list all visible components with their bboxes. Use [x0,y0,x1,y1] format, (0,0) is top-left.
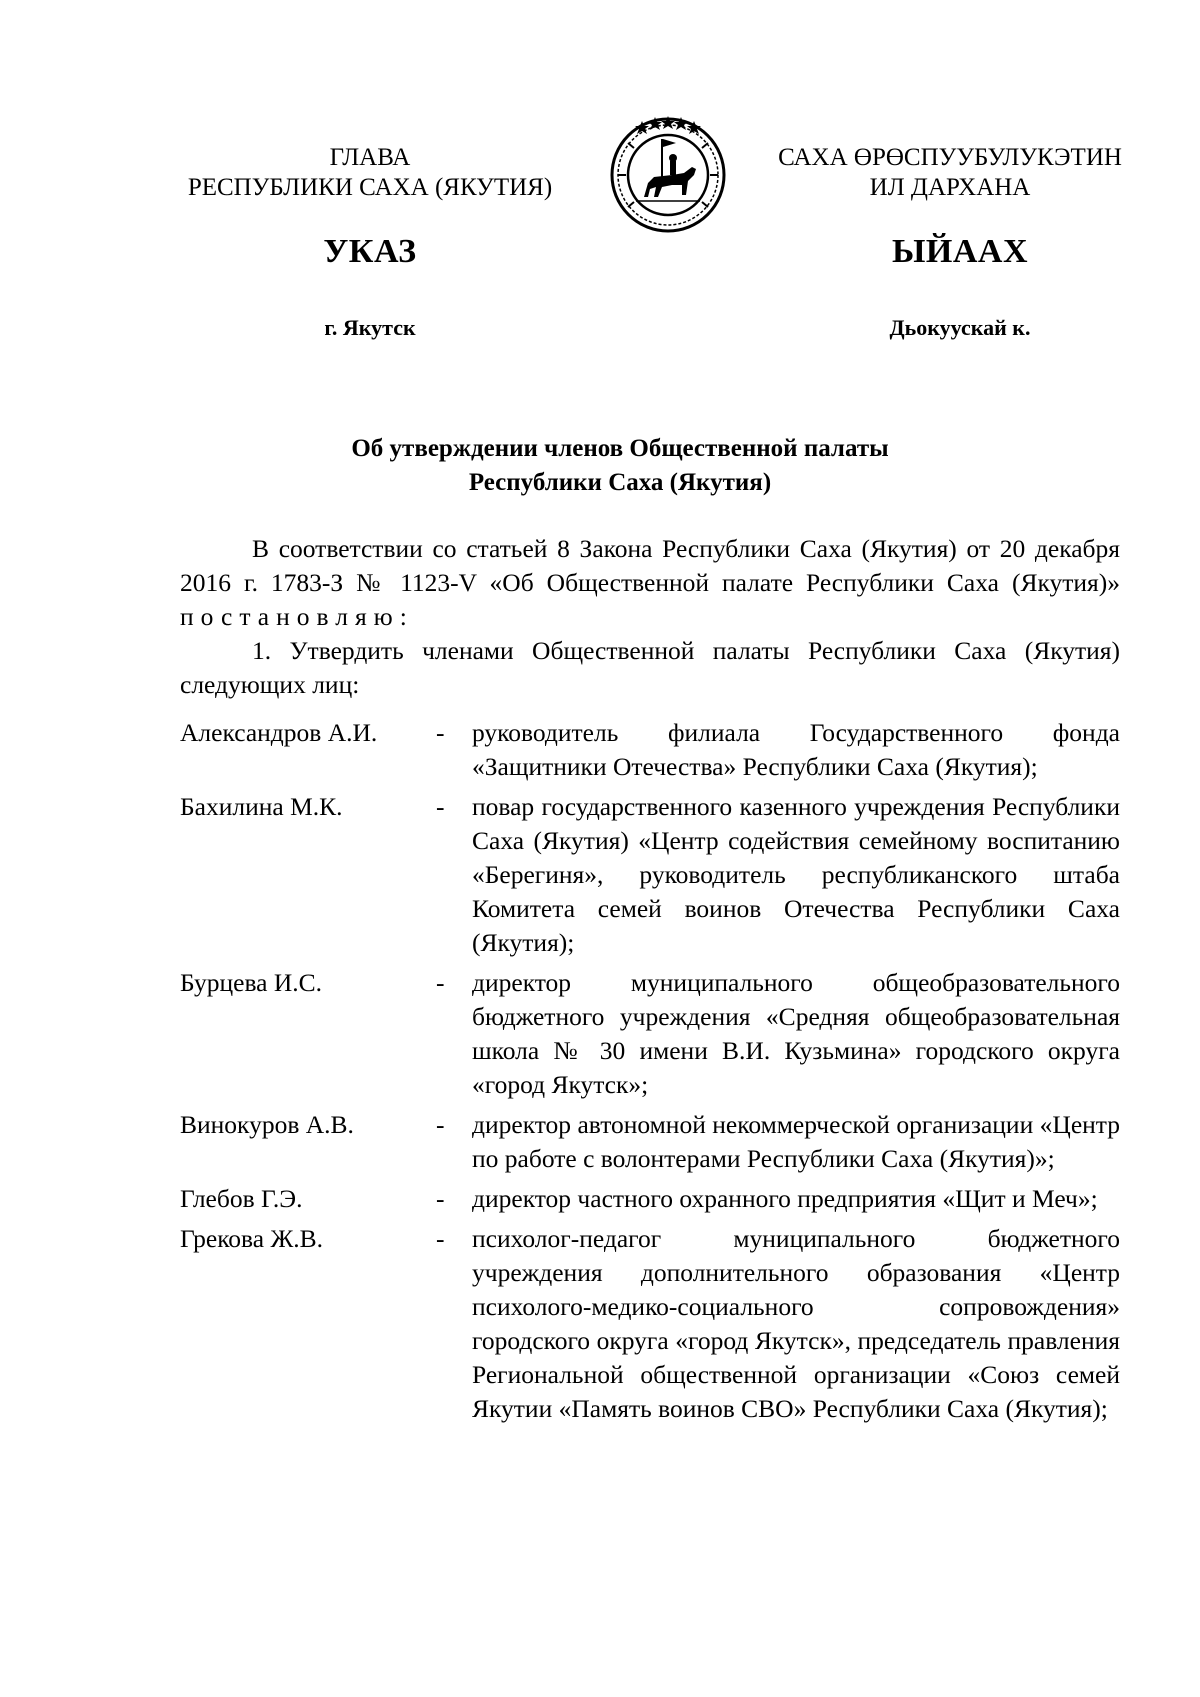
member-name: Винокуров А.В. [180,1110,354,1139]
list-item [180,1182,1120,1216]
preamble-paragraph [180,532,1120,634]
member-dash: - [436,1224,445,1253]
header-left-line1: ГЛАВА [329,144,411,171]
member-description: директор муниципального общеобразовательного бюджетного учреждения «Средняя общеобразовательная школа № 30 имени В.И. Кузьмина» городского округа «город Якутск»; [472,968,1120,1099]
coat-of-arms-icon [598,111,738,235]
header-right [760,143,1140,203]
list-item [180,790,1120,960]
member-name: Глебов Г.Э. [180,1184,303,1213]
city-sah: Дьокуускай к. [889,315,1031,340]
header-right-line1: САХА ӨРӨСПУУБУЛУКЭТИН [778,144,1122,171]
clause-1: 1. Утвердить членами Общественной палаты Республики Саха (Якутия) следующих лиц: [180,636,1120,699]
title-line2: Республики Саха (Якутия) [468,469,772,496]
member-dash: - [436,718,445,747]
member-name: Александров А.И. [180,718,378,747]
title-line1: Об утверждении членов Общественной палаты [351,435,889,462]
document-title [160,432,1080,500]
header-right-line2: ИЛ ДАРХАНА [869,174,1031,201]
document-body [180,532,1120,702]
members-list [180,716,1120,1426]
list-item [180,966,1120,1102]
member-description: директор автономной некоммерческой организации «Центр по работе с волонтерами Республики Саха (Якутия)»; [472,1110,1120,1173]
list-item [180,1222,1120,1426]
member-description: руководитель филиала Государственного фонда «Защитники Отечества» Республики Саха (Якутия); [472,718,1120,781]
preamble-text: В соответствии со статьей 8 Закона Республики Саха (Якутия) от 20 декабря 2016 г. 1783-З № 1123-V «Об Общественной палате Республики Саха (Якутия)» [180,534,1120,597]
preamble-resolve-word: постановляю: [180,602,414,631]
member-name: Бахилина М.К. [180,792,343,821]
member-dash: - [436,1184,445,1213]
decree-label-ru: УКАЗ [323,233,417,270]
list-item [180,1108,1120,1176]
member-dash: - [436,968,445,997]
decree-label-sah: ЫЙААХ [892,233,1028,270]
member-name: Бурцева И.С. [180,968,323,997]
list-item [180,716,1120,784]
member-description: психолог-педагог муниципального бюджетного учреждения дополнительного образования «Центр психолого-медико-социального сопровождения» городского округа «город Якутск», председатель правления Региональной общественной организации «Союз семей Якутии «Память воинов СВО» Республики Саха (Якутия); [472,1224,1120,1423]
member-dash: - [436,792,445,821]
member-dash: - [436,1110,445,1139]
city-ru: г. Якутск [324,315,416,340]
header-left-line2: РЕСПУБЛИКИ САХА (ЯКУТИЯ) [187,174,553,201]
header-left [160,143,580,203]
member-name: Грекова Ж.В. [180,1224,324,1253]
member-description: директор частного охранного предприятия «Щит и Меч»; [472,1184,1098,1213]
member-description: повар государственного казенного учреждения Республики Саха (Якутия) «Центр содействия семейному воспитанию «Берегиня», руководитель республиканского штаба Комитета семей воинов Отечества Республики Саха (Якутия); [472,792,1120,957]
